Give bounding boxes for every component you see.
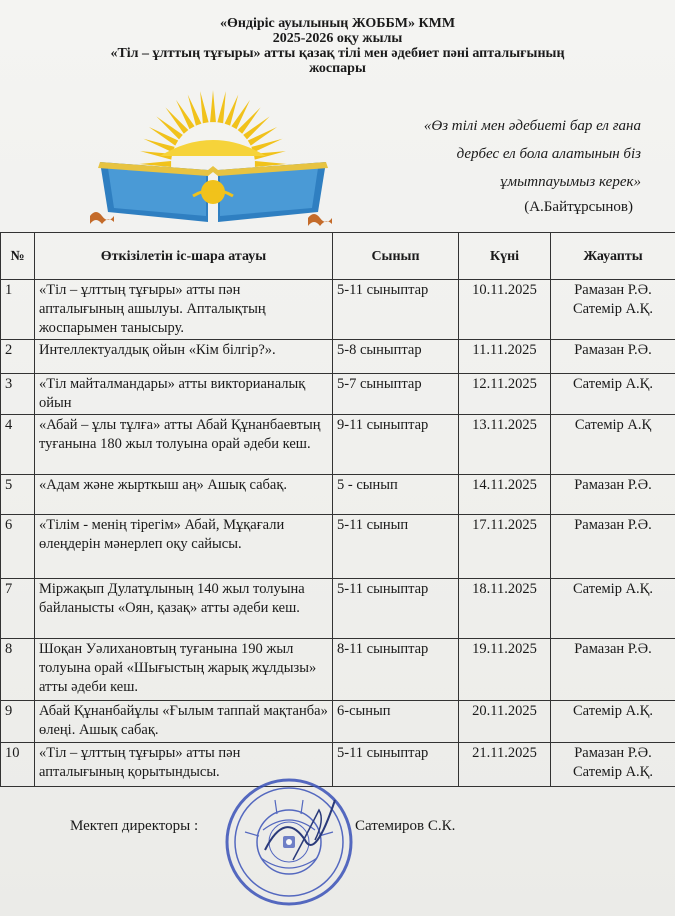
class-range: 5-11 сыныптар bbox=[333, 743, 459, 787]
row-number: 4 bbox=[1, 415, 35, 475]
sun-ray bbox=[165, 107, 188, 133]
responsible: Сатемір А.Қ bbox=[551, 415, 675, 475]
class-range: 5 - сынып bbox=[333, 475, 459, 515]
col-number: № bbox=[1, 233, 35, 280]
academic-year: 2025-2026 оқу жылы bbox=[272, 31, 403, 46]
event-date: 14.11.2025 bbox=[459, 475, 551, 515]
sun-ray bbox=[243, 116, 269, 139]
event-date: 18.11.2025 bbox=[459, 579, 551, 639]
quote-line-1: «Өз тілі мен әдебиеті бар ел ғана bbox=[423, 118, 641, 134]
event-date: 13.11.2025 bbox=[459, 415, 551, 475]
row-number: 10 bbox=[1, 743, 35, 787]
row-number: 7 bbox=[1, 579, 35, 639]
director-name: Сатемиров С.К. bbox=[355, 818, 456, 834]
row-number: 5 bbox=[1, 475, 35, 515]
document-header bbox=[0, 16, 675, 76]
col-date: Күні bbox=[459, 233, 551, 280]
table-header-row bbox=[1, 233, 675, 280]
quote-line-3: ұмытпауымыз керек» bbox=[500, 174, 641, 190]
signature-block bbox=[70, 818, 456, 835]
sun-book-emblem-icon bbox=[88, 84, 338, 232]
row-number: 9 bbox=[1, 701, 35, 743]
row-number: 1 bbox=[1, 280, 35, 340]
class-range: 5-11 сыныптар bbox=[333, 579, 459, 639]
event-date: 21.11.2025 bbox=[459, 743, 551, 787]
responsible: Рамазан Р.Ә. bbox=[551, 340, 675, 374]
responsible: Рамазан Р.Ә. bbox=[551, 639, 675, 701]
quote-line-2: дербес ел бола алатынын біз bbox=[456, 146, 641, 162]
event-date: 10.11.2025 bbox=[459, 280, 551, 340]
event-date: 11.11.2025 bbox=[459, 340, 551, 374]
row-number: 6 bbox=[1, 515, 35, 579]
plan-title-cont: жоспары bbox=[309, 61, 366, 76]
table-row bbox=[1, 515, 675, 579]
table-row bbox=[1, 475, 675, 515]
class-range: 5-8 сыныптар bbox=[333, 340, 459, 374]
sun-ray bbox=[156, 116, 182, 139]
col-class: Сынып bbox=[333, 233, 459, 280]
class-range: 8-11 сыныптар bbox=[333, 639, 459, 701]
col-responsible: Жауапты bbox=[551, 233, 675, 280]
event-date: 12.11.2025 bbox=[459, 374, 551, 415]
event-date: 17.11.2025 bbox=[459, 515, 551, 579]
responsible: Рамазан Р.Ә. bbox=[551, 515, 675, 579]
class-range: 9-11 сыныптар bbox=[333, 415, 459, 475]
event-name: Интеллектуалдық ойын «Кім білгір?». bbox=[35, 340, 333, 374]
responsible: Рамазан Р.Ә. Сатемір А.Қ. bbox=[551, 280, 675, 340]
event-name: «Тіл майталмандары» атты викторианалық ойын bbox=[35, 374, 333, 415]
sun-ray bbox=[238, 107, 261, 133]
epigraph bbox=[424, 112, 641, 218]
event-date: 19.11.2025 bbox=[459, 639, 551, 701]
responsible: Сатемір А.Қ. bbox=[551, 374, 675, 415]
event-name: «Тілім - менің тірегім» Абай, Мұқағали өлеңдерін мәнерлеп оқу сайысы. bbox=[35, 515, 333, 579]
event-name: Міржақып Дулатұлының 140 жыл толуына байланысты «Оян, қазақ» атты әдеби кеш. bbox=[35, 579, 333, 639]
school-name: «Өндіріс ауылының ЖОББМ» КММ bbox=[219, 16, 456, 31]
row-number: 2 bbox=[1, 340, 35, 374]
event-name: «Адам және жырткыш аң» Ашық сабақ. bbox=[35, 475, 333, 515]
table-row bbox=[1, 415, 675, 475]
event-name: «Абай – ұлы тұлға» атты Абай Құнанбаевтың туғанына 180 жыл толуына орай әдеби кеш. bbox=[35, 415, 333, 475]
responsible: Рамазан Р.Ә. Сатемір А.Қ. bbox=[551, 743, 675, 787]
sun-ray bbox=[210, 90, 216, 122]
event-name: Абай Құнанбайұлы «Ғылым таппай мақтанба» өлеңі. Ашық сабақ. bbox=[35, 701, 333, 743]
responsible: Сатемір А.Қ. bbox=[551, 579, 675, 639]
class-range: 5-11 сыныптар bbox=[333, 280, 459, 340]
responsible: Сатемір А.Қ. bbox=[551, 701, 675, 743]
class-range: 6-сынып bbox=[333, 701, 459, 743]
director-label: Мектеп директоры : bbox=[70, 818, 199, 834]
quote-author: (А.Байтұрсынов) bbox=[524, 199, 633, 215]
event-name: Шоқан Уәлихановтың туғанына 190 жыл толуына орай «Шығыстың жарық жұлдызы» атты әдеби кеш. bbox=[35, 639, 333, 701]
table-row bbox=[1, 639, 675, 701]
table-row bbox=[1, 701, 675, 743]
official-stamp-icon bbox=[215, 770, 363, 910]
row-number: 3 bbox=[1, 374, 35, 415]
class-range: 5-11 сынып bbox=[333, 515, 459, 579]
responsible: Рамазан Р.Ә. bbox=[551, 475, 675, 515]
sun-ray bbox=[217, 91, 225, 123]
event-plan-table bbox=[0, 232, 675, 787]
event-name: «Тіл – ұлттың тұғыры» атты пән апталығының қорытындысы. bbox=[35, 743, 333, 787]
table-row bbox=[1, 579, 675, 639]
table-row bbox=[1, 280, 675, 340]
table-row bbox=[1, 340, 675, 374]
event-date: 20.11.2025 bbox=[459, 701, 551, 743]
table-row bbox=[1, 374, 675, 415]
col-event: Өткізілетін іс-шара атауы bbox=[35, 233, 333, 280]
plan-title: «Тіл – ұлттың тұғыры» атты қазақ тілі мен әдебиет пәні апталығының bbox=[110, 46, 565, 61]
sun-ray bbox=[200, 91, 208, 123]
class-range: 5-7 сыныптар bbox=[333, 374, 459, 415]
row-number: 8 bbox=[1, 639, 35, 701]
event-name: «Тіл – ұлттың тұғыры» атты пән апталығының ашылуы. Апталықтың жоспарымен танысыру. bbox=[35, 280, 333, 340]
